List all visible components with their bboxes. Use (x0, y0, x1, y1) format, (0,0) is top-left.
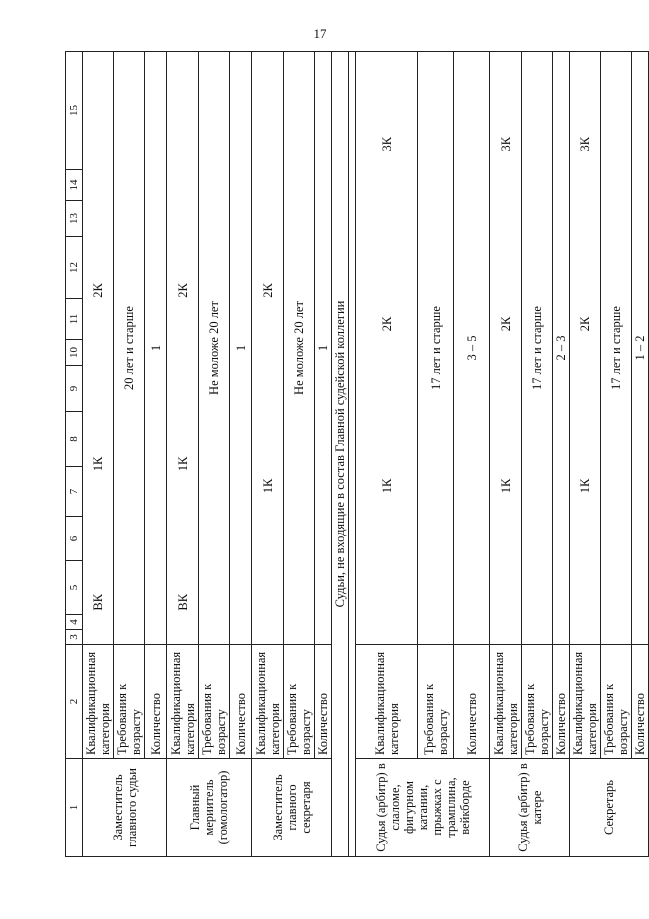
age-value: 17 лет и старше (522, 52, 553, 645)
qual-value: 2К (356, 237, 418, 412)
qual-value: 1К (167, 412, 199, 517)
section-header: Судьи, не входящие в состав Главной судейской коллегии (332, 52, 349, 857)
age-value: 17 лет и старше (601, 52, 632, 645)
position-cell: Секретарь (570, 759, 649, 857)
qual-value: 2К (167, 170, 199, 412)
section-row (332, 52, 349, 857)
qual-value: 2К (570, 237, 601, 412)
col-num: 4 (66, 615, 83, 630)
qual-value: 2К (83, 170, 114, 412)
col-num: 2 (66, 645, 83, 759)
param-label: Требования к возрасту (418, 645, 454, 759)
param-label: Количество (230, 645, 252, 759)
col-num: 8 (66, 412, 83, 467)
col-num: 1 (66, 759, 83, 857)
position-cell: Заместитель главного секретаря (252, 759, 332, 857)
position-cell: Судья (арбитр) в катере (490, 759, 570, 857)
qty-value: 1 (315, 52, 332, 645)
param-label: Требования к возрасту (284, 645, 315, 759)
qual-value: 1К (490, 412, 522, 561)
col-num: 10 (66, 340, 83, 366)
page-number: 17 (313, 26, 327, 41)
table-row (315, 52, 332, 857)
qual-value: 3К (490, 52, 522, 237)
qual-value: ВК (167, 561, 199, 645)
separator-row (349, 52, 356, 857)
col-num: 14 (66, 170, 83, 201)
qual-value: 1К (252, 412, 284, 561)
position-cell: Судья (арбитр) в слаломе, фигурном катании, прыжках с трамплина, вейкборде (356, 759, 490, 857)
age-value: 20 лет и старше (114, 52, 145, 645)
qual-value: 1К (83, 412, 114, 517)
col-num: 13 (66, 201, 83, 237)
table-row (83, 52, 114, 857)
qual-value: ВК (83, 561, 114, 645)
col-num: 7 (66, 467, 83, 517)
param-label: Квалификационная категория (252, 645, 284, 759)
table-row (356, 52, 418, 857)
param-label: Квалификационная категория (490, 645, 522, 759)
param-label: Количество (632, 645, 649, 759)
age-value: Не моложе 20 лет (199, 52, 230, 645)
param-label: Требования к возрасту (199, 645, 230, 759)
table-row (522, 52, 553, 857)
table-row (230, 52, 252, 857)
qual-value: 1К (570, 412, 601, 561)
table-row (114, 52, 145, 857)
qty-value: 2 – 3 (553, 52, 570, 645)
col-num: 9 (66, 366, 83, 412)
table-row (145, 52, 167, 857)
qty-value: 3 – 5 (454, 52, 490, 645)
qty-value: 1 (230, 52, 252, 645)
age-value: Не моложе 20 лет (284, 52, 315, 645)
param-label: Квалификационная категория (356, 645, 418, 759)
judges-table (65, 51, 649, 857)
table-row (570, 52, 601, 857)
param-label: Требования к возрасту (601, 645, 632, 759)
param-label: Квалификационная категория (570, 645, 601, 759)
table-row (632, 52, 649, 857)
position-cell: Главный мериитель (гомологатор) (167, 759, 252, 857)
param-label: Количество (454, 645, 490, 759)
age-value: 17 лет и старше (418, 52, 454, 645)
qual-value: 2К (490, 237, 522, 412)
param-label: Количество (315, 645, 332, 759)
table-row (553, 52, 570, 857)
qual-value: 3К (570, 52, 601, 237)
param-label: Количество (553, 645, 570, 759)
col-num: 6 (66, 517, 83, 561)
col-num: 11 (66, 299, 83, 340)
column-number-row (66, 52, 83, 857)
qual-value: 1К (356, 412, 418, 561)
table-row (601, 52, 632, 857)
col-num: 12 (66, 237, 83, 299)
param-label: Квалификационная категория (83, 645, 114, 759)
qty-value: 1 – 2 (632, 52, 649, 645)
qty-value: 1 (145, 52, 167, 645)
table-row (167, 52, 199, 857)
table-row (252, 52, 284, 857)
qual-value: 2К (252, 170, 284, 412)
table-row (199, 52, 230, 857)
table-row (490, 52, 522, 857)
param-label: Квалификационная категория (167, 645, 199, 759)
position-cell: Заместитель главного судьи (83, 759, 167, 857)
param-label: Требования к возрасту (522, 645, 553, 759)
table-row (454, 52, 490, 857)
table-row (418, 52, 454, 857)
qual-value: 3К (356, 52, 418, 237)
col-num: 15 (66, 52, 83, 170)
param-label: Требования к возрасту (114, 645, 145, 759)
table-row (284, 52, 315, 857)
col-num: 3 (66, 630, 83, 645)
col-num: 5 (66, 561, 83, 615)
param-label: Количество (145, 645, 167, 759)
rotated-table-wrapper (65, 52, 647, 857)
